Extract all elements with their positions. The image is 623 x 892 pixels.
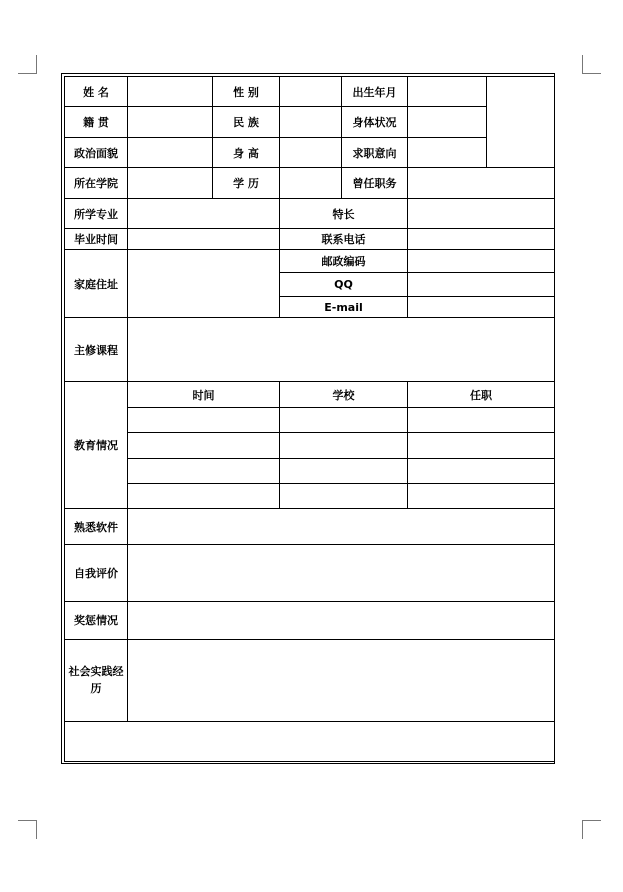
label-software: 熟悉软件 xyxy=(65,509,128,544)
field-college[interactable] xyxy=(128,168,213,199)
edu-time-cell[interactable] xyxy=(128,408,280,433)
label-gender: 性 别 xyxy=(213,77,280,107)
crop-mark-top-left xyxy=(18,55,37,74)
edu-school-cell[interactable] xyxy=(280,433,408,459)
label-awards: 奖惩情况 xyxy=(65,601,128,639)
field-qq[interactable] xyxy=(408,273,555,297)
label-phone: 联系电话 xyxy=(280,229,408,250)
label-postcode: 邮政编码 xyxy=(280,250,408,273)
label-birth: 出生年月 xyxy=(342,77,408,107)
field-education[interactable] xyxy=(280,168,342,199)
field-specialty[interactable] xyxy=(408,199,555,229)
field-email[interactable] xyxy=(408,297,555,318)
field-health[interactable] xyxy=(408,107,487,138)
label-height: 身 高 xyxy=(213,138,280,168)
field-former-post[interactable] xyxy=(408,168,555,199)
crop-mark-bottom-left xyxy=(18,820,37,839)
field-awards[interactable] xyxy=(128,601,555,639)
header-edu-school: 学校 xyxy=(280,382,408,408)
field-ethnic[interactable] xyxy=(280,107,342,138)
crop-mark-top-right xyxy=(582,55,601,74)
field-name[interactable] xyxy=(128,77,213,107)
resume-table xyxy=(64,76,555,762)
field-gender[interactable] xyxy=(280,77,342,107)
label-specialty: 特长 xyxy=(280,199,408,229)
edu-post-cell[interactable] xyxy=(408,484,555,509)
edu-time-cell[interactable] xyxy=(128,484,280,509)
label-self-eval: 自我评价 xyxy=(65,544,128,601)
label-ethnic: 民 族 xyxy=(213,107,280,138)
edu-school-cell[interactable] xyxy=(280,459,408,484)
label-intention: 求职意向 xyxy=(342,138,408,168)
crop-mark-bottom-right xyxy=(582,820,601,839)
label-major: 所学专业 xyxy=(65,199,128,229)
field-address[interactable] xyxy=(128,250,280,318)
edu-post-cell[interactable] xyxy=(408,408,555,433)
field-political[interactable] xyxy=(128,138,213,168)
field-grad-time[interactable] xyxy=(128,229,280,250)
field-native[interactable] xyxy=(128,107,213,138)
label-political: 政治面貌 xyxy=(65,138,128,168)
label-health: 身体状况 xyxy=(342,107,408,138)
field-postcode[interactable] xyxy=(408,250,555,273)
edu-post-cell[interactable] xyxy=(408,459,555,484)
label-native: 籍 贯 xyxy=(65,107,128,138)
label-name: 姓 名 xyxy=(65,77,128,107)
photo-box[interactable] xyxy=(487,77,555,168)
label-qq: QQ xyxy=(280,273,408,297)
label-college: 所在学院 xyxy=(65,168,128,199)
label-courses: 主修课程 xyxy=(65,318,128,382)
edu-school-cell[interactable] xyxy=(280,408,408,433)
label-practice: 社会实践经历 xyxy=(65,639,128,721)
footer-blank-row[interactable] xyxy=(65,721,555,761)
edu-time-cell[interactable] xyxy=(128,433,280,459)
field-major[interactable] xyxy=(128,199,280,229)
field-birth[interactable] xyxy=(408,77,487,107)
edu-post-cell[interactable] xyxy=(408,433,555,459)
field-height[interactable] xyxy=(280,138,342,168)
label-email: E-mail xyxy=(280,297,408,318)
label-edu-history: 教育情况 xyxy=(65,382,128,509)
label-education: 学 历 xyxy=(213,168,280,199)
label-address: 家庭住址 xyxy=(65,250,128,318)
header-edu-post: 任职 xyxy=(408,382,555,408)
field-phone[interactable] xyxy=(408,229,555,250)
header-edu-time: 时间 xyxy=(128,382,280,408)
field-self-eval[interactable] xyxy=(128,544,555,601)
field-courses[interactable] xyxy=(128,318,555,382)
label-former-post: 曾任职务 xyxy=(342,168,408,199)
edu-school-cell[interactable] xyxy=(280,484,408,509)
edu-time-cell[interactable] xyxy=(128,459,280,484)
field-software[interactable] xyxy=(128,509,555,544)
field-practice[interactable] xyxy=(128,639,555,721)
field-intention[interactable] xyxy=(408,138,487,168)
label-grad-time: 毕业时间 xyxy=(65,229,128,250)
